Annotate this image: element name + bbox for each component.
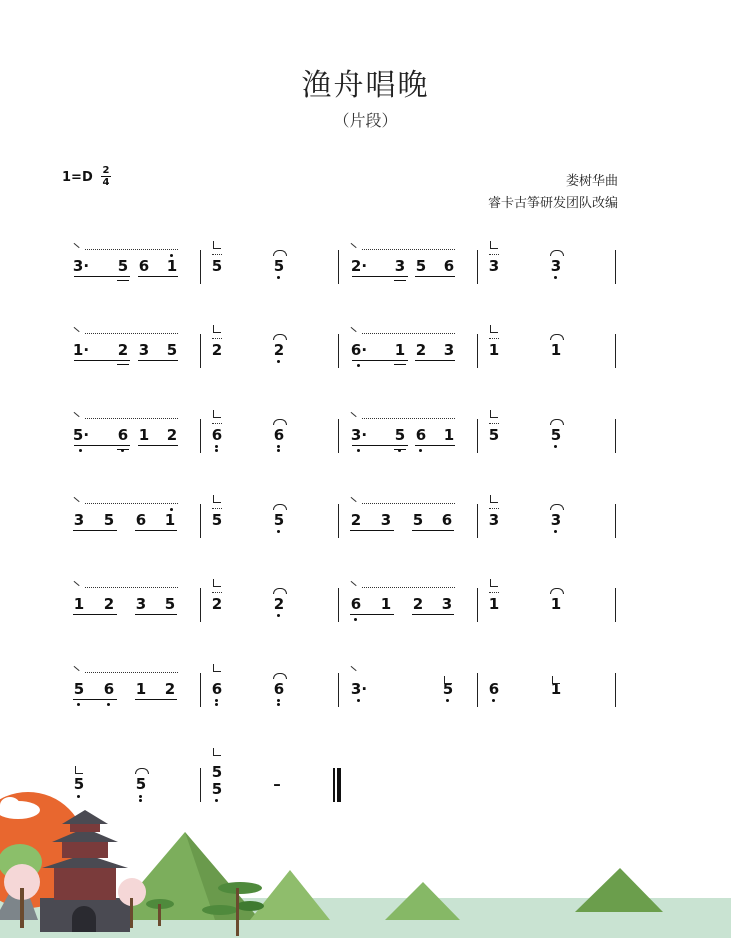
low-octave-dot — [554, 530, 557, 533]
barline — [477, 673, 478, 707]
pagoda-wall — [54, 864, 116, 900]
note: 5 — [412, 511, 424, 529]
note: 1 — [166, 257, 178, 275]
technique-mark — [490, 410, 498, 418]
barline — [477, 419, 478, 453]
barline — [615, 419, 616, 453]
barline — [615, 588, 616, 622]
low-octave-dot — [107, 703, 110, 706]
slide-tick — [73, 581, 79, 586]
eighth-underline — [352, 360, 408, 361]
note: 5 — [211, 257, 223, 275]
note: 6 — [488, 680, 500, 698]
note: 2 — [164, 680, 176, 698]
tremolo-mark — [489, 508, 499, 509]
slide-tick — [350, 581, 356, 586]
eighth-underline — [352, 276, 408, 277]
note: 1 — [73, 595, 85, 613]
note: 3 — [380, 511, 392, 529]
technique-mark — [213, 495, 221, 503]
barline — [615, 334, 616, 368]
note: 3 — [488, 511, 500, 529]
slur-arc — [273, 250, 287, 256]
eighth-underline — [350, 614, 394, 615]
eighth-underline — [350, 530, 394, 531]
sheet-title: 渔舟唱晚 — [301, 68, 430, 103]
note: 3· — [350, 680, 368, 698]
sixteenth-underline — [394, 364, 406, 365]
note: 1 — [138, 426, 150, 444]
note: 2 — [211, 341, 223, 359]
barline — [338, 588, 339, 622]
technique-mark — [213, 748, 221, 756]
eighth-underline — [415, 360, 455, 361]
barline — [338, 504, 339, 538]
slide-tick — [350, 666, 356, 671]
low-octave-dot — [354, 618, 357, 621]
slide-tick — [73, 327, 79, 332]
note: 2 — [415, 341, 427, 359]
eighth-underline — [135, 699, 177, 700]
tremolo-mark — [489, 338, 499, 339]
tremolo-mark — [212, 508, 222, 509]
meter-bottom: 4 — [102, 177, 110, 188]
sixteenth-underline — [394, 280, 406, 281]
glissando-line — [362, 587, 455, 588]
sixteenth-underline — [117, 280, 129, 281]
barline — [615, 250, 616, 284]
sixteenth-underline — [117, 364, 129, 365]
note: 2 — [273, 595, 285, 613]
eighth-underline — [415, 445, 455, 446]
note: 1 — [488, 341, 500, 359]
note: 6 — [415, 426, 427, 444]
pine-tree — [218, 882, 262, 894]
note: 3 — [441, 595, 453, 613]
technique-mark — [552, 676, 560, 684]
tremolo-mark — [212, 254, 222, 255]
glissando-line — [85, 587, 178, 588]
note: 5 — [73, 680, 85, 698]
note: 5 — [488, 426, 500, 444]
low-octave-dot — [79, 449, 82, 452]
low-octave-dot — [277, 445, 280, 448]
pagoda-gate — [72, 906, 96, 932]
low-octave-dot — [277, 276, 280, 279]
barline — [200, 250, 201, 284]
low-octave-dot — [357, 364, 360, 367]
slur-arc — [273, 334, 287, 340]
low-octave-dot — [398, 449, 401, 452]
low-octave-dot — [277, 699, 280, 702]
technique-mark — [490, 241, 498, 249]
slur-arc — [273, 419, 287, 425]
note: 5 — [442, 680, 454, 698]
slur-arc — [550, 588, 564, 594]
glissando-line — [85, 503, 178, 504]
slur-arc — [550, 419, 564, 425]
note: 3 — [73, 511, 85, 529]
note: 6 — [211, 680, 223, 698]
barline — [338, 419, 339, 453]
note: 5 — [415, 257, 427, 275]
note: 1 — [550, 595, 562, 613]
note: 2 — [166, 426, 178, 444]
eighth-underline — [74, 276, 130, 277]
low-octave-dot — [215, 445, 218, 448]
note: 3 — [394, 257, 406, 275]
note: 1 — [164, 511, 176, 529]
mountain-mid — [250, 870, 330, 920]
pine-trunk — [158, 904, 161, 926]
tremolo-mark — [212, 592, 222, 593]
note: 5· — [72, 426, 90, 444]
note: 6 — [138, 257, 150, 275]
technique-mark — [213, 664, 221, 672]
low-octave-dot — [215, 703, 218, 706]
slide-tick — [350, 497, 356, 502]
barline — [477, 588, 478, 622]
eighth-underline — [135, 530, 177, 531]
barline — [477, 504, 478, 538]
low-octave-dot — [492, 699, 495, 702]
low-octave-dot — [554, 276, 557, 279]
note: 1 — [550, 341, 562, 359]
slide-tick — [73, 666, 79, 671]
low-octave-dot — [446, 699, 449, 702]
note: 5 — [166, 341, 178, 359]
slide-tick — [350, 412, 356, 417]
tremolo-mark — [489, 592, 499, 593]
note: 1 — [550, 680, 562, 698]
eighth-underline — [73, 614, 117, 615]
tree-trunk — [20, 888, 24, 928]
note: 5 — [211, 780, 223, 798]
eighth-underline — [138, 360, 178, 361]
technique-mark — [490, 325, 498, 333]
eighth-underline — [138, 445, 178, 446]
barline — [477, 334, 478, 368]
note: 6 — [211, 426, 223, 444]
technique-mark — [490, 579, 498, 587]
technique-mark — [213, 241, 221, 249]
low-octave-dot — [277, 530, 280, 533]
technique-mark — [213, 579, 221, 587]
low-octave-dot — [121, 449, 124, 452]
sheet-subtitle: （片段） — [333, 111, 398, 130]
note: 2 — [117, 341, 129, 359]
barline — [338, 250, 339, 284]
low-octave-dot — [277, 614, 280, 617]
note: 5 — [550, 426, 562, 444]
note: 1 — [380, 595, 392, 613]
tremolo-mark — [212, 423, 222, 424]
cloud — [0, 797, 20, 813]
note: 2 — [211, 595, 223, 613]
glissando-line — [85, 333, 178, 334]
pagoda-mid — [62, 840, 108, 858]
high-octave-dot — [170, 254, 173, 257]
barline — [200, 673, 201, 707]
low-octave-dot — [277, 703, 280, 706]
glissando-line — [85, 249, 178, 250]
eighth-underline — [74, 445, 130, 446]
note: 3· — [350, 426, 368, 444]
barline — [615, 673, 616, 707]
note: 6 — [273, 680, 285, 698]
note: 2 — [273, 341, 285, 359]
barline — [477, 250, 478, 284]
note: 5 — [273, 511, 285, 529]
note: 6 — [103, 680, 115, 698]
barline — [615, 504, 616, 538]
note: 5 — [135, 775, 147, 793]
glissando-line — [85, 418, 178, 419]
note: 6 — [135, 511, 147, 529]
high-octave-dot — [170, 508, 173, 511]
barline — [200, 334, 201, 368]
note: 3 — [488, 257, 500, 275]
glissando-line — [362, 418, 455, 419]
note: 3 — [135, 595, 147, 613]
note: 6 — [117, 426, 129, 444]
note: 2· — [350, 257, 368, 275]
barline — [200, 588, 201, 622]
note: 3 — [550, 511, 562, 529]
slur-arc — [550, 504, 564, 510]
note: 6 — [443, 257, 455, 275]
note: 1 — [394, 341, 406, 359]
barline — [338, 673, 339, 707]
slide-tick — [73, 243, 79, 248]
eighth-underline — [73, 530, 117, 531]
eighth-underline — [73, 699, 117, 700]
note: 2 — [103, 595, 115, 613]
note: 2 — [412, 595, 424, 613]
low-octave-dot — [357, 449, 360, 452]
note: 1 — [443, 426, 455, 444]
glissando-line — [362, 333, 455, 334]
note: 5 — [273, 257, 285, 275]
dash-sustain: – — [273, 775, 281, 793]
note: 5 — [117, 257, 129, 275]
mountain-right — [575, 868, 663, 912]
pine-tree — [236, 901, 264, 911]
technique-mark — [490, 495, 498, 503]
note: 6 — [350, 595, 362, 613]
low-octave-dot — [215, 699, 218, 702]
note: 6 — [273, 426, 285, 444]
arranger-credit: 睿卡古筝研发团队改编 — [487, 196, 618, 211]
slide-tick — [350, 243, 356, 248]
barline — [200, 419, 201, 453]
eighth-underline — [352, 445, 408, 446]
glissando-line — [85, 672, 178, 673]
slur-arc — [550, 334, 564, 340]
slur-arc — [550, 250, 564, 256]
low-octave-dot — [357, 699, 360, 702]
slur-arc — [273, 673, 287, 679]
slide-tick — [73, 412, 79, 417]
low-octave-dot — [277, 360, 280, 363]
note: 5 — [103, 511, 115, 529]
note: 2 — [350, 511, 362, 529]
low-octave-dot — [215, 449, 218, 452]
glissando-line — [362, 249, 455, 250]
slide-tick — [73, 497, 79, 502]
glissando-line — [362, 503, 455, 504]
technique-mark — [213, 410, 221, 418]
pine-tree — [202, 905, 238, 915]
note: 5 — [73, 775, 85, 793]
low-octave-dot — [277, 449, 280, 452]
note: 5 — [164, 595, 176, 613]
low-octave-dot — [77, 703, 80, 706]
key-signature: 1=D — [62, 170, 93, 185]
decorative-scenery — [0, 770, 731, 938]
eighth-underline — [74, 360, 130, 361]
note: 1 — [488, 595, 500, 613]
tremolo-mark — [489, 423, 499, 424]
eighth-underline — [412, 530, 454, 531]
note: 3 — [443, 341, 455, 359]
note: 1· — [72, 341, 90, 359]
time-signature — [101, 166, 111, 187]
note: 3· — [72, 257, 90, 275]
note: 5 — [211, 763, 223, 781]
note: 5 — [211, 511, 223, 529]
tremolo-mark — [489, 254, 499, 255]
tremolo-mark — [212, 338, 222, 339]
slur-arc — [273, 588, 287, 594]
tree-trunk — [130, 898, 133, 928]
eighth-underline — [412, 614, 454, 615]
eighth-underline — [138, 276, 178, 277]
note: 3 — [550, 257, 562, 275]
slur-arc — [273, 504, 287, 510]
technique-mark — [213, 325, 221, 333]
slide-tick — [350, 327, 356, 332]
note: 3 — [138, 341, 150, 359]
low-octave-dot — [554, 445, 557, 448]
eighth-underline — [135, 614, 177, 615]
eighth-underline — [415, 276, 455, 277]
pine-trunk — [236, 888, 239, 936]
meter-top: 2 — [102, 165, 110, 176]
note: 1 — [135, 680, 147, 698]
low-octave-dot — [419, 449, 422, 452]
technique-mark — [444, 676, 452, 684]
note: 5 — [394, 426, 406, 444]
note: 6· — [350, 341, 368, 359]
barline — [200, 504, 201, 538]
composer-credit: 娄树华曲 — [565, 174, 618, 189]
barline — [338, 334, 339, 368]
note: 6 — [441, 511, 453, 529]
